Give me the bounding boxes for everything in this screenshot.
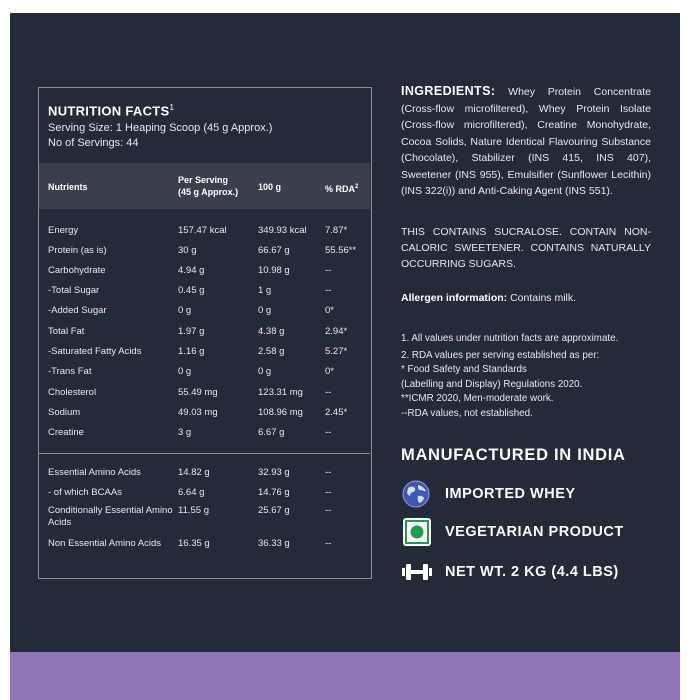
- nutrient-name: -Saturated Fatty Acids: [48, 346, 142, 357]
- nutrient-name: -Trans Fat: [48, 366, 92, 377]
- allergen-info: [401, 292, 576, 304]
- table-row: [39, 384, 370, 402]
- serving-size: Serving Size: 1 Heaping Scoop (45 g Approx.): [48, 122, 273, 134]
- rda-value: --: [325, 387, 332, 398]
- per-100g-value: 6.67 g: [258, 427, 285, 438]
- per-serving-value: 3 g: [178, 427, 192, 438]
- footnote-1: 1. All values under nutrition facts are approximate.: [401, 333, 619, 344]
- badge-label: VEGETARIAN PRODUCT: [445, 524, 624, 540]
- per-100g-value: 36.33 g: [258, 538, 290, 549]
- per-serving-value: 1.97 g: [178, 326, 205, 337]
- nutrient-name: Creatine: [48, 427, 84, 438]
- per-serving-value: 11.55 g: [178, 505, 209, 516]
- per-serving-value: 6.64 g: [178, 487, 205, 498]
- nutrient-name: Energy: [48, 225, 79, 236]
- per-serving-value: 16.35 g: [178, 538, 210, 549]
- rda-value: 55.56**: [325, 245, 357, 256]
- nutrition-title: NUTRITION FACTS$^1$: [48, 103, 175, 119]
- rda-value: 5.27*: [325, 346, 348, 357]
- nutrient-name: - of which BCAAs: [48, 487, 122, 498]
- per-serving-value: 55.49 mg: [178, 387, 218, 398]
- per-serving-value: 49.03 mg: [178, 407, 218, 418]
- nutrient-name: Non Essential Amino Acids: [48, 538, 162, 549]
- per-100g-value: 32.93 g: [258, 467, 290, 478]
- allergen-text: Contains milk.: [510, 292, 577, 304]
- footnote-2-fssai: * Food Safety and Standards: [401, 364, 527, 375]
- table-divider: [39, 453, 370, 454]
- rda-value: --: [325, 285, 332, 296]
- per-serving-value: 14.82 g: [178, 467, 210, 478]
- header-per-serving: Per Serving (45 g Approx.): [178, 175, 239, 197]
- nutrient-name: -Added Sugar: [48, 305, 107, 316]
- rda-value: --: [325, 467, 332, 478]
- dumbbell-icon: [401, 557, 433, 587]
- rda-value: 2.45*: [325, 407, 348, 418]
- globe-icon: [401, 479, 433, 509]
- per-100g-value: 66.67 g: [258, 245, 290, 256]
- footnote-2-icmr: **ICMR 2020, Men-moderate work.: [401, 393, 554, 404]
- sucralose-notice: THIS CONTAINS SUCRALOSE. CONTAIN NON-CALORIC SWEETENER. CONTAINS NATURALLY OCCURRING SUGARS.: [401, 226, 651, 270]
- footnote-2-rda: --RDA values, not established.: [401, 407, 533, 419]
- table-row: [39, 302, 370, 320]
- table-row: [39, 464, 370, 482]
- table-row: [39, 242, 370, 260]
- accent-band: [10, 652, 680, 700]
- badge-net-weight: [401, 557, 661, 587]
- rda-value: --: [325, 265, 332, 276]
- table-row: [39, 404, 370, 422]
- rda-value: --: [325, 487, 332, 498]
- per-100g-value: 2.58 g: [258, 346, 285, 357]
- rda-value: 7.87*: [325, 225, 348, 236]
- ingredients-text: Whey Protein Concentrate (Cross-flow microfiltered), Whey Protein Isolate (Cross-flow microfiltered), Creatine Monohydrate, Cocoa Solids, Nature Identical Flavouring Substance (Chocolate), Stabilizer (INS 415, INS 407), Sweetener (INS 955), Emulsifier (Sunflower Lecithin) (INS 322(i)) and Anti-Caking Agent (INS 551).: [401, 86, 651, 197]
- per-serving-value: 1.16 g: [178, 346, 205, 357]
- header-nutrients: Nutrients: [48, 182, 88, 192]
- badge-imported-whey: [401, 479, 661, 509]
- header-rda: % RDA$^2$: [325, 184, 359, 194]
- rda-value: 0*: [325, 305, 334, 316]
- per-serving-value: 157.47 kcal: [178, 225, 227, 236]
- rda-value: --: [325, 538, 332, 549]
- per-100g-value: 349.93 kcal: [258, 225, 307, 236]
- per-serving-value: 0 g: [178, 366, 192, 377]
- nutrient-name: Essential Amino Acids: [48, 467, 141, 478]
- per-serving-value: 30 g: [178, 245, 197, 256]
- nutrient-name: Sodium: [48, 407, 81, 418]
- rda-value: 0*: [325, 366, 334, 377]
- footnote-2-regulations: (Labelling and Display) Regulations 2020.: [401, 378, 583, 390]
- header-per-100g: 100 g: [258, 182, 282, 192]
- ingredients-block: [401, 83, 651, 200]
- rda-value: 2.94*: [325, 326, 348, 337]
- per-serving-value: 4.94 g: [178, 265, 205, 276]
- nutrient-name: Cholesterol: [48, 387, 97, 398]
- per-100g-value: 0 g: [258, 366, 272, 377]
- table-row: [39, 222, 370, 240]
- table-row: [39, 323, 370, 341]
- table-row: [39, 484, 370, 502]
- per-100g-value: 123.31 mg: [258, 387, 303, 398]
- table-row: [39, 505, 370, 533]
- table-row: [39, 363, 370, 381]
- per-100g-value: 0 g: [258, 305, 272, 316]
- per-100g-value: 14.76 g: [258, 487, 290, 498]
- nutrition-facts-panel: [38, 87, 372, 579]
- nutrient-name: Total Fat: [48, 326, 85, 337]
- badge-vegetarian: [401, 517, 661, 547]
- rda-value: --: [325, 427, 332, 438]
- table-row: [39, 424, 370, 442]
- nutrient-name: -Total Sugar: [48, 285, 100, 296]
- per-100g-value: 1 g: [258, 285, 272, 296]
- table-row: [39, 282, 370, 300]
- per-100g-value: 108.96 mg: [258, 407, 303, 418]
- veg-symbol-icon: [401, 517, 433, 547]
- per-serving-value: 0 g: [178, 305, 192, 316]
- nutrient-name: Carbohydrate: [48, 265, 106, 276]
- per-100g-value: 10.98 g: [258, 265, 290, 276]
- per-100g-value: 25.67 g: [258, 505, 290, 516]
- ingredients-label: INGREDIENTS:: [401, 84, 496, 98]
- badge-label: NET WT. 2 KG (4.4 LBS): [445, 564, 619, 580]
- table-row: [39, 343, 370, 361]
- nutrient-name: Protein (as is): [48, 245, 107, 256]
- allergen-label: Allergen information:: [401, 292, 508, 304]
- nutrient-name: Conditionally Essential Amino Acids: [48, 505, 173, 528]
- rda-value: --: [325, 505, 332, 516]
- manufactured-in-india: MANUFACTURED IN INDIA: [401, 446, 626, 464]
- footnotes: [401, 332, 661, 421]
- table-header: [39, 163, 370, 209]
- table-row: [39, 262, 370, 280]
- badge-label: IMPORTED WHEY: [445, 486, 576, 502]
- per-100g-value: 4.38 g: [258, 326, 285, 337]
- per-serving-value: 0.45 g: [178, 285, 205, 296]
- table-row: [39, 538, 370, 566]
- footnote-2: 2. RDA values per serving established as per:: [401, 349, 600, 361]
- servings-count: No of Servings: 44: [48, 137, 139, 149]
